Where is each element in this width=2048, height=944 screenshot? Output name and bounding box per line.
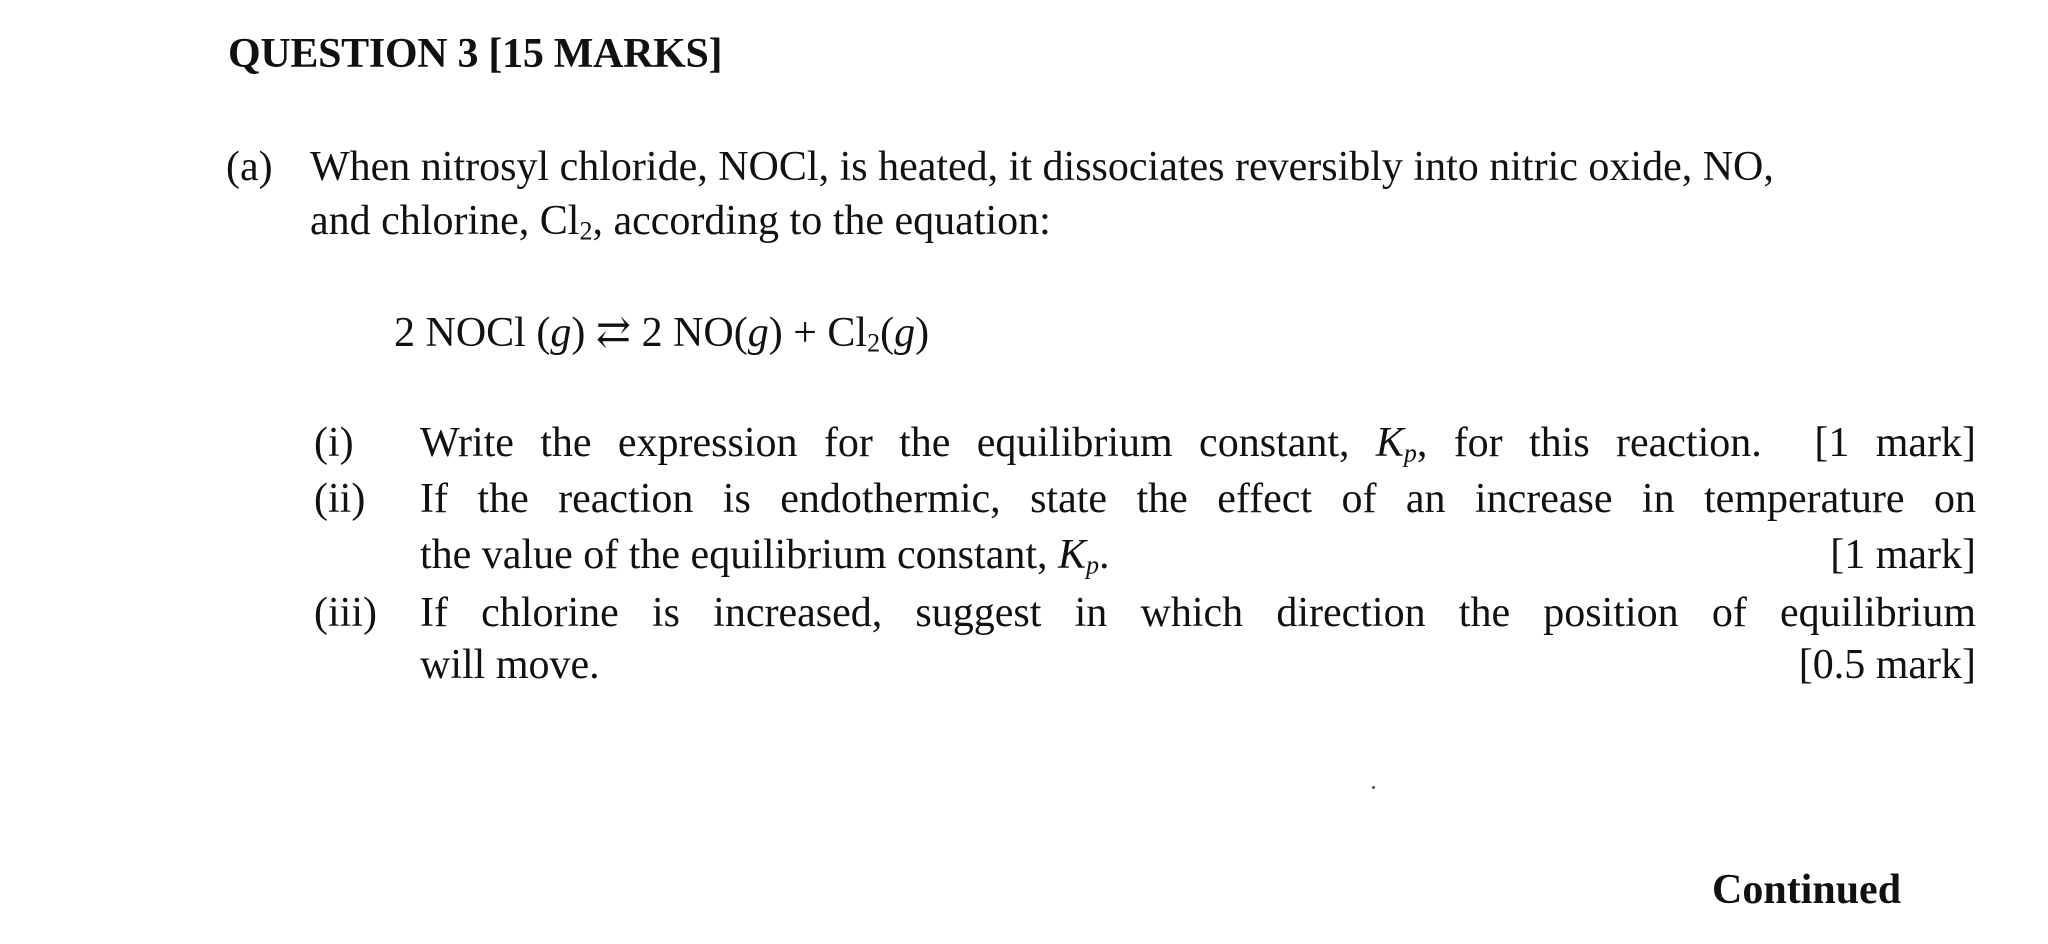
sub-question-ii-line1: If the reaction is endothermic, state the effect of an increase in temperature on (420, 476, 1976, 522)
sub-question-iii-line1: If chlorine is increased, suggest in which direction the position of equilibrium (420, 590, 1976, 636)
question-heading: QUESTION 3 [15 MARKS] (228, 31, 723, 77)
sub-question-i-text: Write the expression for the equilibrium constant, $K_p$, for this reaction. [1 mark] (420, 420, 1976, 468)
chemical-equation: 2 NOCl (g) ⇄ 2 $NO(g) + Cl_2(g)$ (394, 310, 930, 358)
equilibrium-arrow-icon: ⇄ (585, 310, 642, 356)
part-a-intro-line2: and chlorine, $Cl_2$, according to the equation: (310, 198, 1051, 246)
sub-question-ii-label: (ii) (314, 476, 366, 522)
sub-question-iii-line2: will move. (420, 642, 600, 688)
sub-question-iii-label: (iii) (314, 590, 377, 636)
continued-footer: Continued (1712, 867, 1902, 913)
part-a-label: (a) (226, 144, 273, 190)
sub-question-ii-line2: the value of the equilibrium constant, $K_p$. (420, 532, 1110, 580)
part-a-intro-line1: When nitrosyl chloride, NOCl, is heated, it dissociates reversibly into nitric oxide, NO, (310, 144, 1774, 190)
sub-question-ii-mark: [1 mark] (1830, 532, 1976, 578)
sub-question-iii-mark: [0.5 mark] (1798, 642, 1976, 688)
sub-question-i-mark: [1 mark] (1814, 420, 1976, 466)
scan-speck (1372, 786, 1375, 789)
sub-question-i-label: (i) (314, 420, 354, 466)
